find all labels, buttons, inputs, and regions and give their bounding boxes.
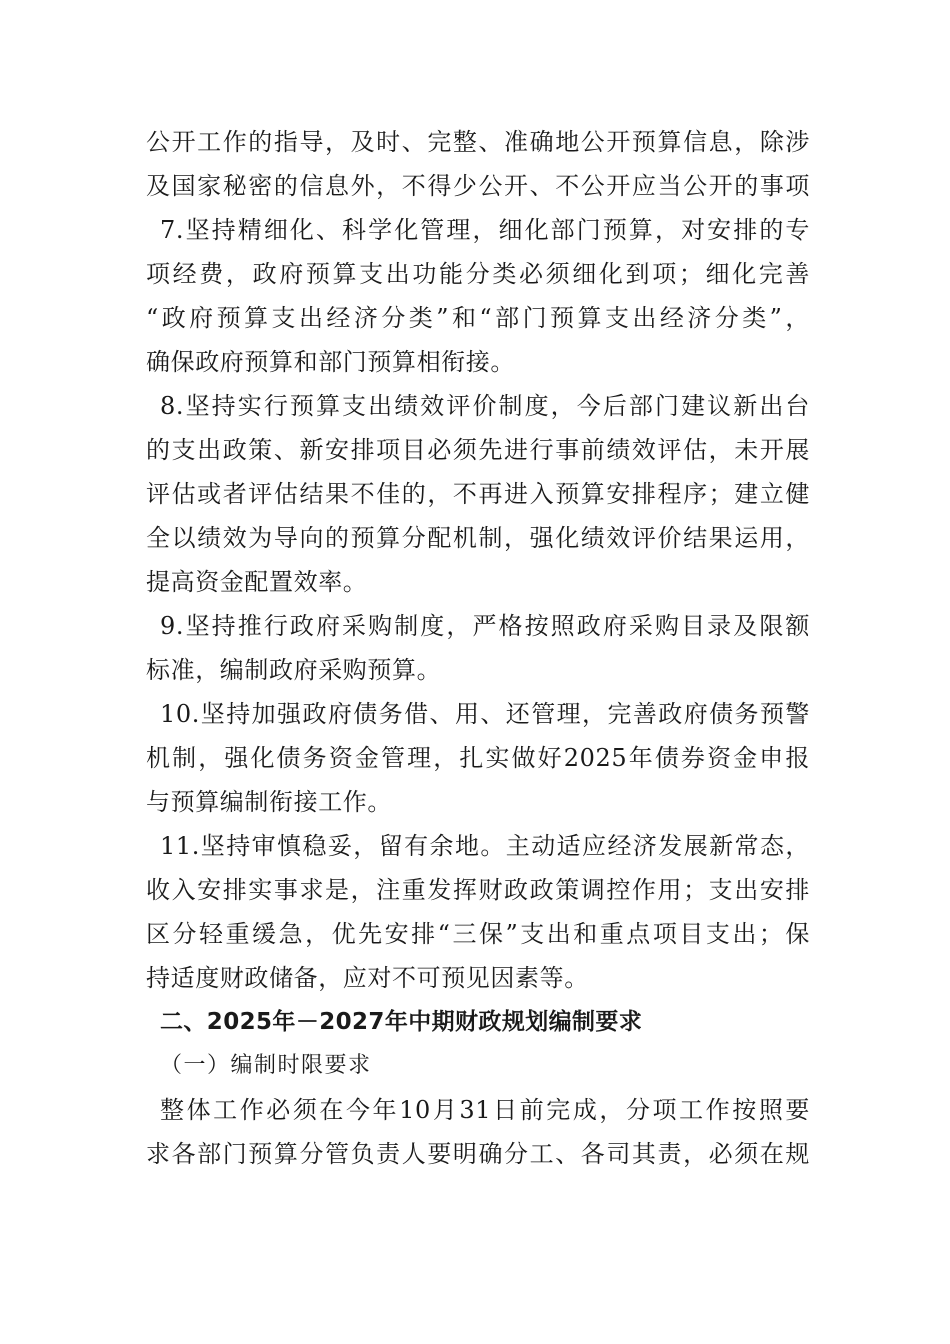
paragraph-line: 11.坚持审慎稳妥，留有余地。主动适应经济发展新常态， [160, 832, 810, 860]
paragraph-line: 机制，强化债务资金管理，扎实做好2025年债券资金申报 [146, 744, 810, 772]
paragraph-line: 与预算编制衔接工作。 [146, 788, 392, 816]
subsection-heading: （一）编制时限要求 [160, 1053, 372, 1078]
paragraph-line: 10.坚持加强政府债务借、用、还管理，完善政府债务预警 [160, 700, 810, 728]
paragraph-line: 标准，编制政府采购预算。 [146, 656, 442, 684]
paragraph-line: “政府预算支出经济分类”和“部门预算支出经济分类”， [146, 304, 810, 332]
paragraph-line: 9.坚持推行政府采购制度，严格按照政府采购目录及限额 [160, 612, 810, 640]
paragraph-line: 的支出政策、新安排项目必须先进行事前绩效评估，未开展 [146, 436, 810, 464]
section-heading: 二、2025年－2027年中期财政规划编制要求 [160, 1009, 643, 1035]
paragraph-line: 提高资金配置效率。 [146, 568, 368, 596]
document-body [146, 120, 810, 1176]
paragraph-line: 区分轻重缓急，优先安排“三保”支出和重点项目支出；保 [146, 920, 810, 948]
paragraph-line: 收入安排实事求是，注重发挥财政政策调控作用；支出安排 [146, 876, 810, 904]
paragraph-line: 确保政府预算和部门预算相衔接。 [146, 348, 515, 376]
paragraph-line: 7.坚持精细化、科学化管理，细化部门预算，对安排的专 [160, 216, 810, 244]
paragraph-line: 项经费，政府预算支出功能分类必须细化到项；细化完善 [146, 260, 810, 288]
paragraph-line: 求各部门预算分管负责人要明确分工、各司其责，必须在规 [146, 1140, 810, 1168]
paragraph-line: 公开工作的指导，及时、完整、准确地公开预算信息，除涉 [146, 128, 810, 156]
paragraph-line: 持适度财政储备，应对不可预见因素等。 [146, 964, 589, 992]
paragraph-line: 整体工作必须在今年10月31日前完成，分项工作按照要 [160, 1096, 810, 1124]
paragraph-line: 全以绩效为导向的预算分配机制，强化绩效评价结果运用， [146, 524, 810, 552]
paragraph-line: 及国家秘密的信息外，不得少公开、不公开应当公开的事项 [146, 172, 810, 200]
paragraph-line: 评估或者评估结果不佳的，不再进入预算安排程序；建立健 [146, 480, 810, 508]
paragraph-line: 8.坚持实行预算支出绩效评价制度，今后部门建议新出台 [160, 392, 810, 420]
